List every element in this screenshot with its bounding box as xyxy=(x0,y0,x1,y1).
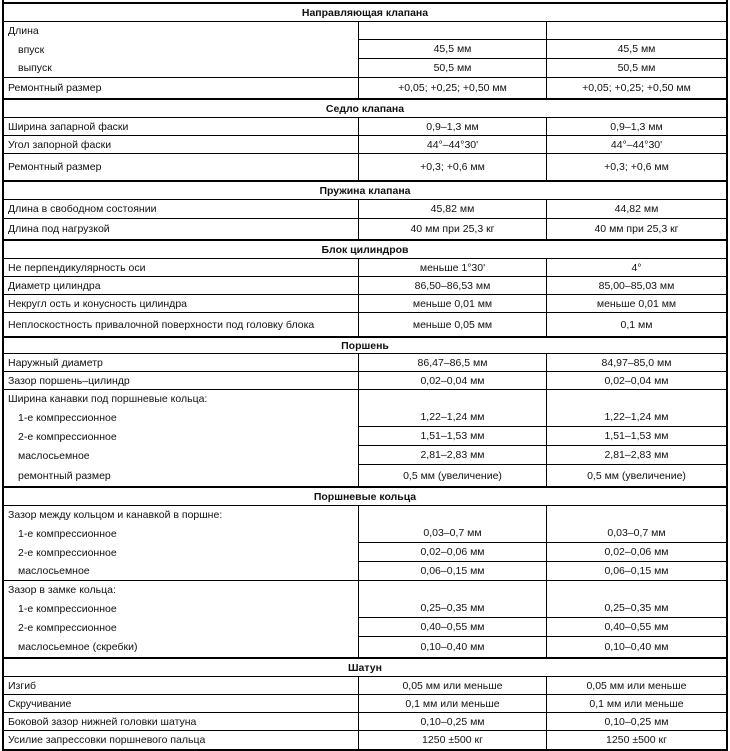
table-row xyxy=(4,731,726,749)
table-row xyxy=(4,618,726,637)
row-value-2: 0,02–0,04 мм xyxy=(546,372,726,390)
row-value-1: 40 мм при 25,3 кг xyxy=(358,219,546,239)
table-row xyxy=(4,22,726,40)
row-label: Боковой зазор нижней головки шатуна xyxy=(4,713,358,731)
row-label: Длина xyxy=(8,25,39,37)
row-value-2: меньше 0,01 мм xyxy=(546,295,726,313)
row-label: Длина под нагрузкой xyxy=(8,223,110,235)
row-label: Не перпендикулярность оси xyxy=(4,259,358,277)
row-label: Длина в свободном состоянии xyxy=(4,200,358,219)
row-label: 2-е компрессионное xyxy=(18,430,117,443)
row-value-2: 1,22–1,24 мм xyxy=(546,408,726,427)
row-label: маслосьемное xyxy=(18,449,90,462)
row-value-2 xyxy=(546,506,726,524)
table-row xyxy=(4,713,726,731)
table-row xyxy=(4,408,726,427)
row-value-2: 40 мм при 25,3 кг xyxy=(546,219,726,239)
section-title: Поршневые кольца xyxy=(313,490,417,503)
row-value-1: 50,5 мм xyxy=(358,59,546,78)
row-value-2 xyxy=(546,390,726,408)
spec-table xyxy=(2,0,728,751)
row-value-2 xyxy=(546,581,726,599)
table-row xyxy=(4,277,726,295)
row-label: Диаметр цилиндра xyxy=(4,277,358,295)
row-value-2: 85,00–85,03 мм xyxy=(546,277,726,295)
table-row xyxy=(4,154,726,180)
row-value-1: 0,10–0,25 мм xyxy=(358,713,546,731)
row-value-2: 1250 ±500 кг xyxy=(546,731,726,749)
row-label: Ремонтный размер xyxy=(8,161,102,173)
table-row xyxy=(4,506,726,524)
row-label: маслосьемное xyxy=(4,562,358,581)
row-label: 1-е компрессионное xyxy=(18,602,117,615)
row-value-1: 0,25–0,35 мм xyxy=(358,599,546,618)
section-header xyxy=(4,336,726,354)
row-value-1: 86,50–86,53 мм xyxy=(358,277,546,295)
row-label: 2-е компрессионное xyxy=(18,546,117,559)
row-value-2: 1,51–1,53 мм xyxy=(546,427,726,446)
table-row xyxy=(4,78,726,98)
row-label: Усилие запрессовки поршневого пальца xyxy=(8,734,206,746)
table-row xyxy=(4,295,726,313)
row-label: впуск xyxy=(18,43,45,56)
row-label: 1-е компрессионное xyxy=(18,411,117,424)
row-value-1: 0,9–1,3 мм xyxy=(358,118,546,136)
table-row xyxy=(4,524,726,543)
table-row xyxy=(4,695,726,713)
row-value-1: 0,03–0,7 мм xyxy=(358,524,546,543)
table-row xyxy=(4,40,726,59)
table-row xyxy=(4,390,726,408)
section-header xyxy=(4,486,726,506)
row-value-1 xyxy=(358,22,546,40)
row-value-1: 45,82 мм xyxy=(358,200,546,219)
row-value-2: 84,97–85,0 мм xyxy=(546,354,726,372)
table-row xyxy=(4,677,726,695)
row-value-1: 0,40–0,55 мм xyxy=(358,618,546,637)
row-label: выпуск xyxy=(4,59,358,78)
row-value-1: 44°–44°30' xyxy=(358,136,546,154)
row-label: Неплоскостность привалочной поверхности под головку блока xyxy=(8,318,315,331)
row-value-1 xyxy=(358,390,546,408)
table-row xyxy=(4,136,726,154)
row-value-2: 50,5 мм xyxy=(546,59,726,78)
row-value-2: 0,06–0,15 мм xyxy=(546,562,726,581)
row-value-2: 0,02–0,06 мм xyxy=(546,543,726,562)
row-value-1: +0,05; +0,25; +0,50 мм xyxy=(358,78,546,98)
row-value-1: 0,06–0,15 мм xyxy=(358,562,546,581)
row-value-1: меньше 0,01 мм xyxy=(358,295,546,313)
row-value-2: 45,5 мм xyxy=(546,40,726,59)
row-value-1: 1250 ±500 кг xyxy=(358,731,546,749)
row-label: Угол запорной фаски xyxy=(4,136,358,154)
row-value-1: 0,5 мм (увеличение) xyxy=(358,465,546,486)
table-row xyxy=(4,581,726,599)
table-row xyxy=(4,354,726,372)
row-value-1: 0,02–0,04 мм xyxy=(358,372,546,390)
row-value-2: 0,25–0,35 мм xyxy=(546,599,726,618)
row-value-1: меньше 1°30' xyxy=(358,259,546,277)
table-row xyxy=(4,372,726,390)
row-value-2: 0,1 мм или меньше xyxy=(546,695,726,713)
row-value-1: +0,3; +0,6 мм xyxy=(358,154,546,180)
row-label: Скручивание xyxy=(4,695,358,713)
table-row xyxy=(4,200,726,219)
section-title: Пружина клапана xyxy=(319,184,411,197)
row-value-1: 2,81–2,83 мм xyxy=(358,446,546,465)
section-title: Поршень xyxy=(341,339,389,352)
section-title: Блок цилиндров xyxy=(321,243,409,256)
row-value-2: 44°–44°30' xyxy=(546,136,726,154)
row-label: Ширина запарной фаски xyxy=(4,118,358,136)
row-label: Зазор в замке кольца: xyxy=(8,584,116,596)
row-value-1: 0,1 мм или меньше xyxy=(358,695,546,713)
table-row xyxy=(4,562,726,581)
row-value-2: +0,3; +0,6 мм xyxy=(546,154,726,180)
table-row xyxy=(4,219,726,239)
row-label: Зазор между кольцом и канавкой в поршне: xyxy=(8,509,223,521)
row-value-1 xyxy=(358,506,546,524)
table-row xyxy=(4,543,726,562)
section-header xyxy=(4,239,726,259)
row-value-2: 0,10–0,40 мм xyxy=(546,637,726,657)
table-row xyxy=(4,599,726,618)
section-title: Шатун xyxy=(348,661,382,674)
row-value-2: +0,05; +0,25; +0,50 мм xyxy=(546,78,726,98)
row-value-2: 0,40–0,55 мм xyxy=(546,618,726,637)
section-header xyxy=(4,2,726,22)
row-value-1: меньше 0,05 мм xyxy=(358,313,546,336)
row-value-2: 0,03–0,7 мм xyxy=(546,524,726,543)
row-value-1: 0,10–0,40 мм xyxy=(358,637,546,657)
section-header xyxy=(4,180,726,200)
row-value-2: 4° xyxy=(546,259,726,277)
table-row xyxy=(4,313,726,336)
table-row xyxy=(4,118,726,136)
row-value-2: 0,05 мм или меньше xyxy=(546,677,726,695)
row-value-2: 0,10–0,25 мм xyxy=(546,713,726,731)
section-title: Направляющая клапана xyxy=(301,6,429,19)
row-value-2 xyxy=(546,22,726,40)
row-value-1: 86,47–86,5 мм xyxy=(358,354,546,372)
row-value-1: 1,22–1,24 мм xyxy=(358,408,546,427)
row-label: маслосьемное (скребки) xyxy=(18,641,138,653)
table-row xyxy=(4,637,726,657)
row-value-1: 0,05 мм или меньше xyxy=(358,677,546,695)
table-row xyxy=(4,465,726,486)
row-value-2: 0,1 мм xyxy=(546,313,726,336)
row-value-2: 0,9–1,3 мм xyxy=(546,118,726,136)
row-label: Зазор поршень–цилиндр xyxy=(4,372,358,390)
row-label: Некругл ость и конусность цилиндра xyxy=(4,295,358,313)
row-value-1: 1,51–1,53 мм xyxy=(358,427,546,446)
table-row xyxy=(4,59,726,78)
row-label: 1-е компрессионное xyxy=(18,527,117,540)
row-label: ремонтный размер xyxy=(18,469,111,482)
table-row xyxy=(4,446,726,465)
section-title: Седло клапана xyxy=(325,102,405,115)
section-header xyxy=(4,98,726,118)
table-row xyxy=(4,259,726,277)
table-row xyxy=(4,427,726,446)
row-value-1: 0,02–0,06 мм xyxy=(358,543,546,562)
row-label: Ремонтный размер xyxy=(8,82,102,94)
row-value-2: 44,82 мм xyxy=(546,200,726,219)
row-label: Ширина канавки под поршневые кольца: xyxy=(8,393,208,405)
row-label: Наружный диаметр xyxy=(4,354,358,372)
row-label: 2-е компрессионное xyxy=(18,621,117,634)
row-value-1 xyxy=(358,581,546,599)
section-header xyxy=(4,657,726,677)
row-value-2: 2,81–2,83 мм xyxy=(546,446,726,465)
row-value-1: 45,5 мм xyxy=(358,40,546,59)
row-label: Изгиб xyxy=(4,677,358,695)
row-value-2: 0,5 мм (увеличение) xyxy=(546,465,726,486)
